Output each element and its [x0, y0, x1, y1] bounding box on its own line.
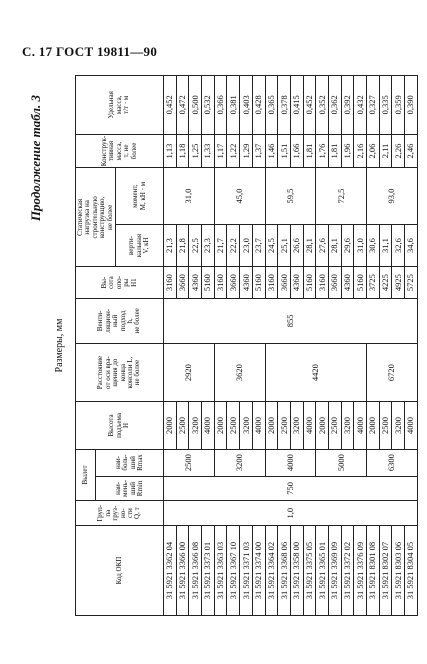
table-row: 31 5921 3376 09 4000 5160 31,0 2,16 0,432 [354, 76, 367, 616]
col-vent: Венти- ляцион- ный подход h, не более [76, 298, 164, 343]
table-row: 31 5921 3375 05 4000 5160 28,1 1,81 0,452 [303, 76, 316, 616]
dimensions-caption: Размеры, мм [54, 318, 65, 373]
table-row: 31 5921 3366 08 3200 4360 22,5 1,25 0,500 [189, 76, 202, 616]
data-table [75, 75, 418, 616]
moment-cell: 93,0 [367, 168, 418, 224]
col-rmax: наи- боль- ший Rmax [96, 449, 164, 476]
moment-cell: 45,0 [214, 168, 265, 224]
col-specific-mass: Удельная масса, т/т · м [76, 76, 164, 135]
table-row: 31 5921 3366 00 2500 3660 21,8 1,18 0,472 [176, 76, 189, 616]
col-constr-mass: Конструк- тивная масса, т, не более [76, 134, 164, 168]
moment-cell: 59,5 [265, 168, 316, 224]
rmin-cell: 750 [164, 476, 418, 501]
col-height: Высота подъема H [76, 402, 164, 449]
table-body [164, 76, 418, 616]
moment-cell: 31,0 [164, 168, 215, 224]
table-row: 31 5921 3358 00 3200 4360 26,6 1,66 0,415 [290, 76, 303, 616]
rmax-cell: 6300 [367, 449, 418, 476]
table-continuation-caption: Продолжение табл. 3 [28, 94, 43, 222]
rmax-cell: 3200 [214, 449, 265, 476]
table-row: 31 5921 3374 00 4000 5160 23,7 1,37 0,428 [252, 76, 265, 616]
table-row: 31 5921 3369 09 2500 3660 28,1 1,81 0,362 [328, 76, 341, 616]
col-dist: Расстояние от оси вра- щения до конца консоли L, не более [76, 343, 164, 401]
table-row: 31 5921 3371 03 3200 4360 23,0 1,29 0,403 [240, 76, 253, 616]
dist-cell: 4420 [265, 343, 367, 401]
rotated-table-block [28, 75, 416, 616]
moment-cell: 72,5 [316, 168, 367, 224]
dist-cell: 3620 [214, 343, 265, 401]
table-row: 31 5921 8302 07 2500 4225 31,1 2,11 0,335 [379, 76, 392, 616]
col-support-height: Вы- сота опо- ры H1 [76, 267, 164, 298]
table-row: 31 5921 3372 02 3200 4360 29,6 1,96 0,392 [341, 76, 354, 616]
col-static-load: Статическая нагрузка на строительную конструкцию, не более [76, 168, 116, 267]
col-rmin: наи- мень- ший Rmin [96, 476, 164, 501]
table-row: 31 5921 8304 05 4000 5725 34,6 2,46 0,390 [405, 76, 418, 616]
table-row: 31 5921 3364 02 4000 2000 4420 3160 24,5 59,5 1,46 0,365 [265, 76, 278, 616]
table-row: 31 5921 3368 06 2500 3660 25,1 1,51 0,378 [278, 76, 291, 616]
col-vertical: верти- кальная V, кН [116, 224, 164, 267]
rmax-cell: 5000 [316, 449, 367, 476]
table-row: 31 5921 3373 01 4000 5160 23,3 1,33 0,532 [202, 76, 215, 616]
vent-cell: 855 [164, 298, 418, 343]
col-group: Груп- па груз- но- сти Q, т [76, 501, 164, 526]
table-row: 31 5921 3367 10 2500 3660 22,2 1,22 0,381 [227, 76, 240, 616]
rmax-cell: 2500 [164, 449, 215, 476]
table-row: 31 5921 3363 03 3200 2000 3620 3160 21,7 45,0 1,17 0,366 [214, 76, 227, 616]
dist-cell: 2920 [164, 343, 215, 401]
dist-cell: 6720 [367, 343, 418, 401]
col-reach: Вылет [76, 449, 96, 501]
group-cell: 1,0 [164, 501, 418, 526]
table-row: 31 5921 3365 01 5000 2000 3160 27,6 72,5 1,76 0,352 [316, 76, 329, 616]
col-moment: момент, M, кН · м [116, 168, 164, 224]
page-header: С. 17 ГОСТ 19811—90 [22, 44, 158, 59]
col-code: Код ОКП [76, 526, 164, 616]
table-head [76, 76, 164, 616]
table-row: 31 5921 8303 06 3200 4925 32,6 2,26 0,359 [392, 76, 405, 616]
rmax-cell: 4000 [265, 449, 316, 476]
table-row: 31 5921 3362 04 1,0 750 2500 2000 2920 855 3160 21,3 31,0 1,13 0,452 [164, 76, 177, 616]
table-row: 31 5921 8301 08 6300 2000 6720 3725 30,6 93,0 2,06 0,327 [367, 76, 380, 616]
